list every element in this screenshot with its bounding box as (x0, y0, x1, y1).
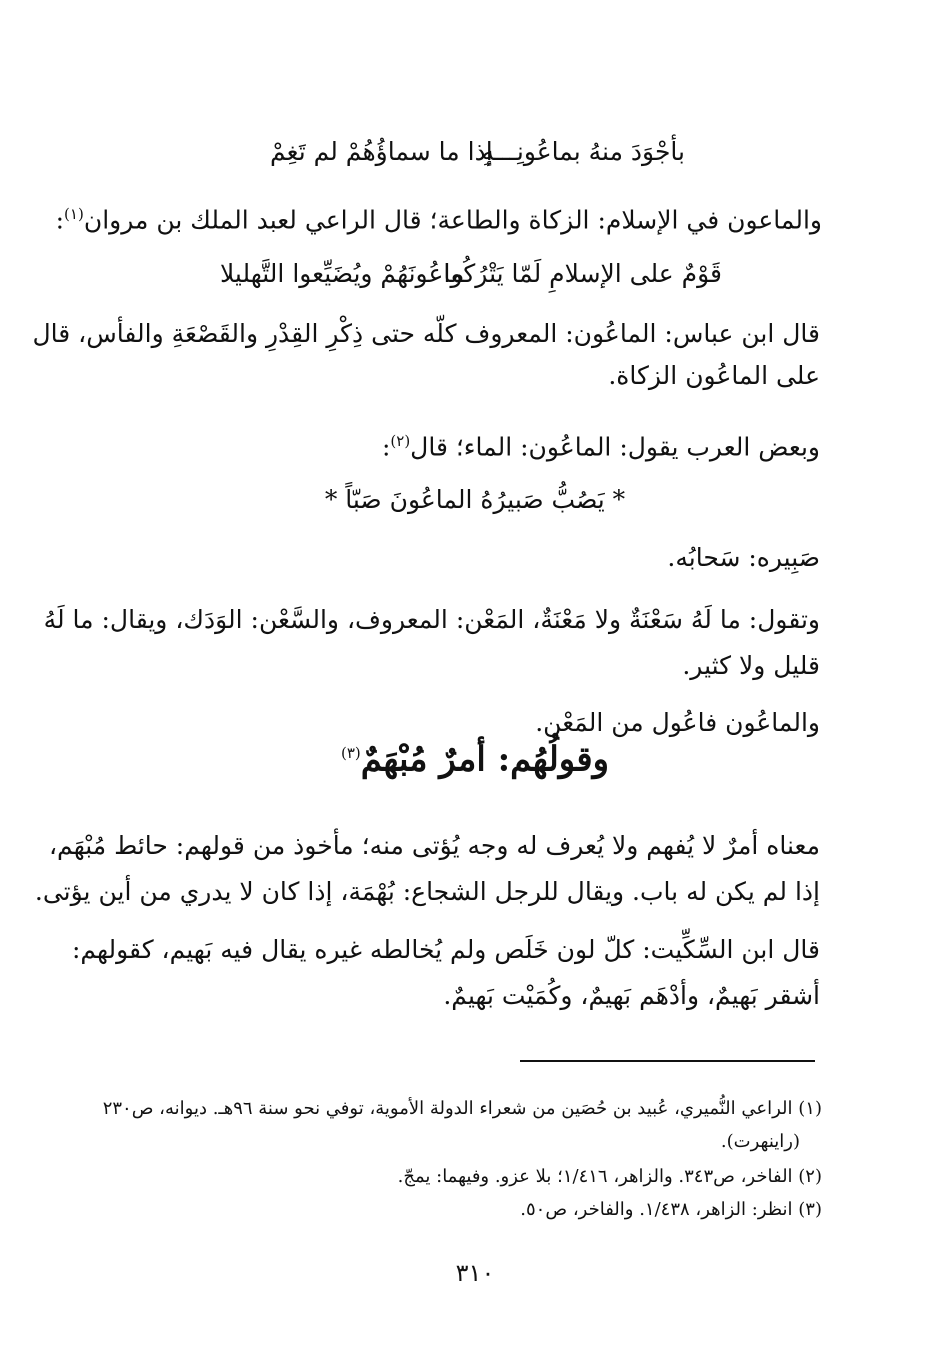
page-number: ٣١٠ (455, 1259, 495, 1287)
footnote-2: (٢) الفاخر، ص٣٤٣. والزاهر، ١/٤١٦؛ بلا عزو. وفيهما: يمجّ. (397, 1166, 822, 1187)
footnote-separator (520, 1060, 815, 1062)
paragraph-punct: : (381, 432, 391, 462)
footnote-ref: (١) (64, 205, 84, 223)
footnote-1-line-1: (١) الراعي النُّميري، عُبيد بن حُصَين من شعراء الدولة الأموية، توفي نحو سنة ٩٦هـ. ديوانه، ص٢٣٠ (102, 1098, 822, 1119)
paragraph-line: وتقول: ما لَهُ سَعْنَةٌ ولا مَعْنَةٌ، المَعْن: المعروف، والسَّعْن: الوَدَك، ويقال: ما لَهُ (43, 605, 820, 634)
paragraph-line: معناه أمرٌ لا يُفهم ولا يُعرف له وجه يُؤتى منه؛ مأخوذ من قولهم: حائط مُبْهَم، (48, 831, 820, 860)
verse-1-second-hemistich: إذا ما سماؤُهُمْ لم تَغِمْ (270, 137, 493, 166)
paragraph-line: قال ابن السِّكِّيت: كلّ لون خَلَص ولم يُخالطه غيره يقال فيه بَهيم، كقولهم: (71, 935, 820, 964)
paragraph-line (75, 421, 820, 467)
footnote-3: (٣) انظر: الزاهر، ١/٤٣٨. والفاخر، ص٥٠. (520, 1199, 822, 1220)
paragraph-punct: : (55, 205, 65, 235)
paragraph-line: على الماعُون الزكاة. (608, 361, 820, 390)
paragraph-line: والماعُون فاعُول من المَعْن. (535, 708, 820, 737)
paragraph-line: إذا لم يكن له باب. ويقال للرجل الشجاع: بُهْمَة، إذا كان لا يدري من أين يؤتى. (34, 877, 820, 906)
verse-3: * يَصُبُّ صَبيرُهُ الماعُونَ صَبّاً * (324, 485, 626, 514)
paragraph-line: قليل ولا كثير. (682, 651, 820, 680)
footnote-ref: (٢) (390, 432, 411, 450)
paragraph-line (55, 194, 822, 240)
verse-2-first-hemistich: قَوْمٌ على الإسلامِ لَمّا يَتْرُكُوا (443, 259, 722, 288)
paragraph-line: أشقر بَهيمٌ، وأدْهَم بَهيمٌ، وكُمَيْت بَهيمٌ. (443, 981, 820, 1010)
paragraph-line: قال ابن عباس: الماعُون: المعروف كلّه حتى ذِكْرِ القِدْرِ والقَصْعَةِ والفأس، قال (32, 319, 820, 348)
heading-text: وقولُهُم: أمرٌ مُبْهَمٌ (360, 739, 610, 780)
footnote-1-line-2: (راينهرت). (720, 1131, 800, 1152)
verse-2-second-hemistich: ماعُونَهُمْ ويُضَيِّعوا التَّهليلا (220, 259, 465, 288)
paragraph-line: صَبِيره: سَحابُه. (667, 543, 820, 572)
footnote-ref: (٣) (340, 744, 361, 762)
paragraph-text: والماعون في الإسلام: الزكاة والطاعة؛ قال الراعي لعبد الملك بن مروان (83, 205, 822, 235)
verse-1-first-hemistich: بأجْوَدَ منهُ بماعُونِـــهِ (481, 137, 685, 166)
section-heading (0, 728, 950, 784)
paragraph-text: وبعض العرب يقول: الماعُون: الماء؛ قال (410, 432, 820, 462)
